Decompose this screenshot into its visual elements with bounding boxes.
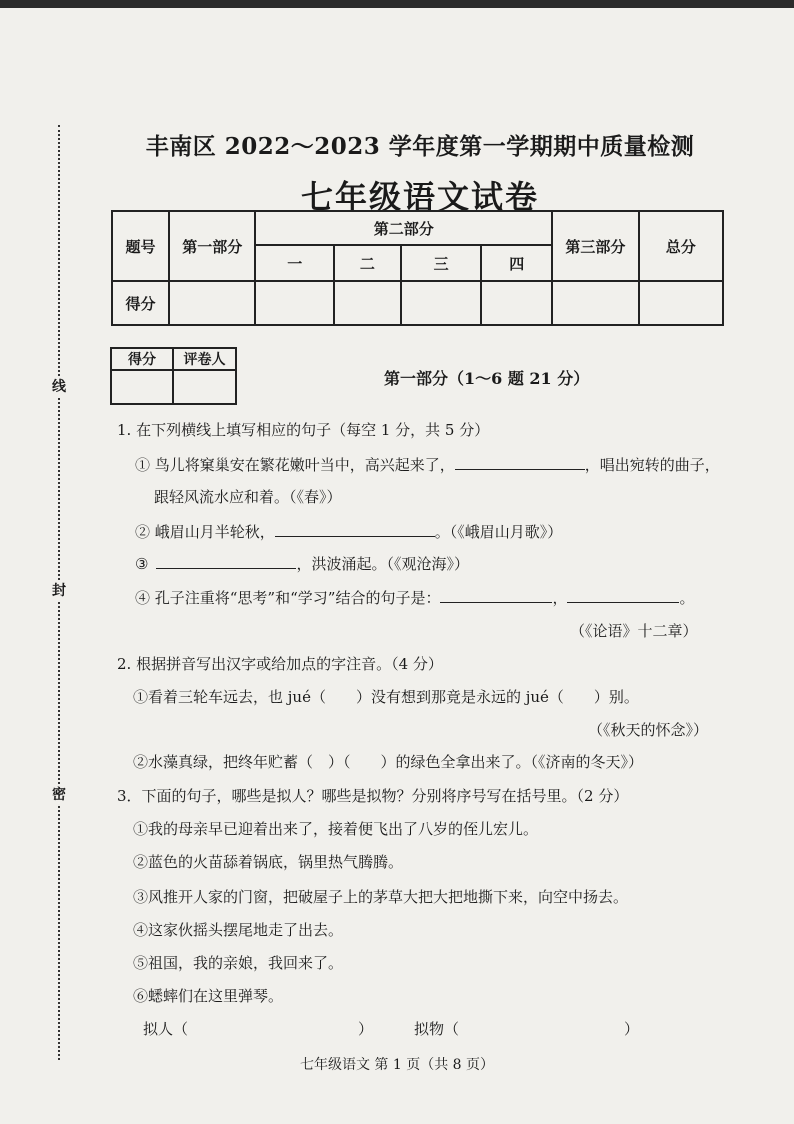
section1-title: 第一部分（1～6 题 21 分） — [384, 369, 590, 388]
q1-item3-text-post: ，洪波涌起。（《观沧海》） — [296, 555, 469, 573]
score-cell-part2-1[interactable] — [255, 281, 334, 325]
q1-item1-cont: 跟轻风流水应和着。（《春》） — [154, 488, 342, 506]
score-subheader-3: 三 — [401, 245, 482, 281]
q1-item3-blank[interactable] — [156, 553, 296, 569]
q1-item2 — [135, 521, 562, 542]
exam-subtitle: 七年级语文试卷 — [300, 178, 539, 216]
grader-box-score-label: 得分 — [111, 348, 173, 370]
q3-nirren-close: ） — [358, 1020, 374, 1038]
q3-item-2: ②蓝色的火苗舔着锅底，锅里热气腾腾。 — [133, 853, 404, 871]
q1-item4 — [135, 587, 694, 608]
q2-stem: 2. 根据拼音写出汉字或给加点的字注音。（4 分） — [117, 655, 443, 673]
binding-word-feng: 封 — [52, 583, 66, 599]
q1-item2-text: ② 峨眉山月半轮秋， — [135, 523, 275, 541]
score-cell-total[interactable] — [639, 281, 723, 325]
scan-top-edge — [0, 0, 794, 8]
q3-nirren-label: 拟人（ — [143, 1020, 189, 1038]
score-header-part2: 第二部分 — [255, 211, 552, 245]
binding-word-mi: 密 — [52, 787, 66, 803]
score-header-part1: 第一部分 — [169, 211, 255, 281]
score-header-tihao: 题号 — [112, 211, 169, 281]
q1-item1-text-post: ，唱出宛转的曲子， — [584, 456, 720, 474]
score-subheader-1: 一 — [255, 245, 334, 281]
q1-item4-source: （《论语》十二章） — [570, 622, 698, 640]
score-header-part3: 第三部分 — [552, 211, 638, 281]
q2-item1-source: （《秋天的怀念》） — [588, 721, 709, 739]
q1-item1-text: ① 鸟儿将窠巢安在繁花嫩叶当中，高兴起来了， — [135, 456, 455, 474]
q1-item4-comma: ， — [552, 589, 568, 607]
score-cell-part2-4[interactable] — [481, 281, 552, 325]
binding-word-xian: 线 — [52, 379, 66, 395]
score-cell-part2-3[interactable] — [401, 281, 482, 325]
score-cell-part1[interactable] — [169, 281, 255, 325]
q3-item-5: ⑤祖国，我的亲娘，我回来了。 — [133, 954, 344, 972]
q1-item4-end: 。 — [679, 589, 695, 607]
score-row-label: 得分 — [112, 281, 169, 325]
q3-answer-niwu[interactable] — [414, 1019, 639, 1039]
q1-item3 — [135, 553, 469, 574]
q1-item2-blank[interactable] — [275, 521, 435, 537]
q1-item1 — [135, 454, 720, 475]
q3-item-1: ①我的母亲早已迎着出来了，接着便飞出了八岁的侄儿宏儿。 — [133, 820, 539, 838]
q1-item4-text: ④ 孔子注重将“思考”和“学习”结合的句子是： — [135, 589, 441, 607]
score-cell-part3[interactable] — [552, 281, 638, 325]
q2-item2: ②水藻真绿，把终年贮蓄（ ）（ ）的绿色全拿出来了。（《济南的冬天》） — [133, 753, 644, 771]
score-header-total: 总分 — [639, 211, 723, 281]
q3-niwu-close: ） — [624, 1020, 640, 1038]
grader-box-score-cell[interactable] — [111, 370, 173, 404]
q1-stem: 1. 在下列横线上填写相应的句子（每空 1 分，共 5 分） — [117, 421, 490, 439]
score-subheader-2: 二 — [334, 245, 401, 281]
score-table — [111, 210, 724, 326]
grader-box-grader-cell[interactable] — [173, 370, 236, 404]
q1-item1-blank[interactable] — [455, 454, 585, 470]
page-footer: 七年级语文 第 1 页（共 8 页） — [299, 1057, 495, 1073]
q3-item-3: ③风推开人家的门窗，把破屋子上的茅草大把大把地撕下来，向空中扬去。 — [133, 888, 629, 906]
q3-stem: 3．下面的句子，哪些是拟人？哪些是拟物？分别将序号写在括号里。（2 分） — [117, 787, 629, 805]
grader-box — [110, 347, 237, 405]
q3-niwu-label: 拟物（ — [414, 1020, 460, 1038]
q1-item4-blank-1[interactable] — [440, 587, 552, 603]
q1-item4-blank-2[interactable] — [567, 587, 679, 603]
exam-title: 丰南区 2022～2023 学年度第一学期期中质量检测 — [145, 133, 695, 160]
q3-item-4: ④这家伙摇头摆尾地走了出去。 — [133, 921, 344, 939]
q2-item1: ①看着三轮车远去，也 jué（ ）没有想到那竟是永远的 jué（ ）别。 — [133, 688, 639, 706]
score-cell-part2-2[interactable] — [334, 281, 401, 325]
q3-answer-nirren[interactable] — [143, 1019, 373, 1039]
grader-box-grader-label: 评卷人 — [173, 348, 236, 370]
q3-item-6: ⑥蟋蟀们在这里弹琴。 — [133, 987, 284, 1005]
q1-item3-text: ③ — [135, 555, 149, 573]
q1-item2-text-post: 。（《峨眉山月歌》） — [434, 523, 563, 541]
score-subheader-4: 四 — [481, 245, 552, 281]
